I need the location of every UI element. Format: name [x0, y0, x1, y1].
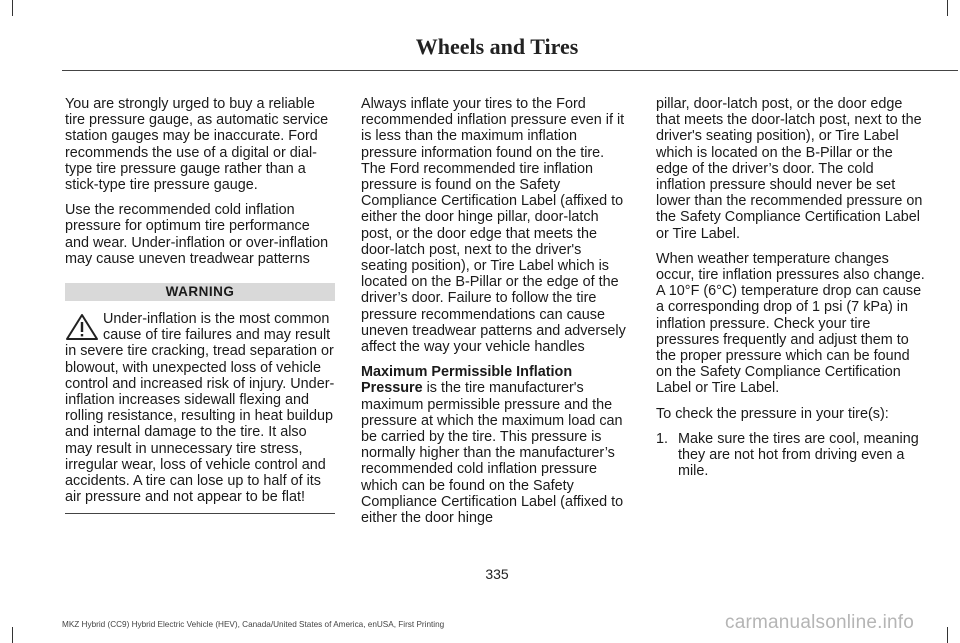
term: Maximum Permissible Inflation Pressure [361, 364, 573, 397]
paragraph: When weather temperature changes occur, tire inflation pressures also change. A 10°F (6°C) temperature drop can cause a corresponding drop of 1 psi (7 kPa) in inflation pressure. Check your tire pressures frequently and adjust them to the proper pressure which can be found on the Safety Compliance Certification Label or Tire Label. [656, 250, 925, 397]
paragraph: pillar, door-latch post, or the door edge that meets the door-latch post, next to the driver's seating position), or Tire Label which is located on the B-Pillar or the edge of the driver’s door. The cold inflation pressure should never be set lower than the recommended pressure on the Safety Compliance Certification Label or Tire Label. [656, 96, 923, 242]
page-title: Wheels and Tires [415, 34, 579, 59]
paragraph: You are strongly urged to buy a reliable tire pressure gauge, as automatic service station gauges may be inaccurate. Ford recommends the use of a digital or dial-type tire pressure gauge rather than a stick-type tire pressure gauge. [65, 96, 329, 194]
list-number: 1. [656, 430, 669, 447]
crop-mark-bottom-right [947, 627, 948, 643]
definition-paragraph [361, 364, 631, 526]
page-number: 335 [485, 566, 509, 582]
paragraph: Use the recommended cold inflation pressure for optimum tire performance and wear. Under-inflation or over-inflation may cause uneven treadwear patterns [65, 202, 329, 267]
list-text: Make sure the tires are cool, meaning they are not hot from driving even a mile. [678, 430, 919, 480]
crop-mark-top-right [947, 0, 948, 16]
paragraph: To check the pressure in your tire(s): [656, 405, 889, 422]
header-divider [62, 70, 958, 71]
warning-divider [65, 513, 335, 514]
list-item [656, 431, 926, 480]
column-right [656, 96, 926, 479]
footer-text: MKZ Hybrid (CC9) Hybrid Electric Vehicle (HEV), Canada/United States of America, enUSA, First Printing [62, 620, 445, 629]
warning-label: WARNING [65, 283, 335, 301]
watermark: carmanualsonline.info [725, 612, 915, 633]
definition: is the tire manufacturer's maximum permissible pressure and the pressure at which the maximum load can be carried by the tire. This pressure is normally higher than the manufacturer’s recommended cold inflation pressure which can be found on the Safety Compliance Certification Label (affixed to either the door hinge [361, 380, 624, 527]
warning-triangle-icon [65, 313, 99, 341]
crop-mark-bottom-left [12, 627, 13, 643]
column-left [65, 96, 335, 514]
warning-text: Under-inflation is the most common cause of tire failures and may result in severe tire cracking, tread separation or blowout, with unexpected loss of vehicle control and increased risk of injury. Under-inflation increases sidewall flexing and rolling resistance, resulting in heat buildup and internal damage to the tire. It also may result in unnecessary tire stress, irregular wear, loss of vehicle control and accidents. A tire can lose up to half of its air pressure and not appear to be flat! [65, 311, 335, 506]
warning-box [65, 311, 335, 505]
column-middle [361, 96, 631, 535]
crop-mark-top-left [12, 0, 13, 16]
paragraph: Always inflate your tires to the Ford recommended inflation pressure even if it is less than the maximum inflation pressure information found on the tire. The Ford recommended tire inflation pressure is found on the Safety Compliance Certification Label (affixed to either the door hinge pillar, door-latch post, or the door edge that meets the door-latch post, next to the driver's seating position), or Tire Label which is located on the B-Pillar or the edge of the driver’s door. Failure to follow the tire pressure recommendations can cause uneven treadwear patterns and adversely affect the way your vehicle handles [361, 96, 626, 356]
